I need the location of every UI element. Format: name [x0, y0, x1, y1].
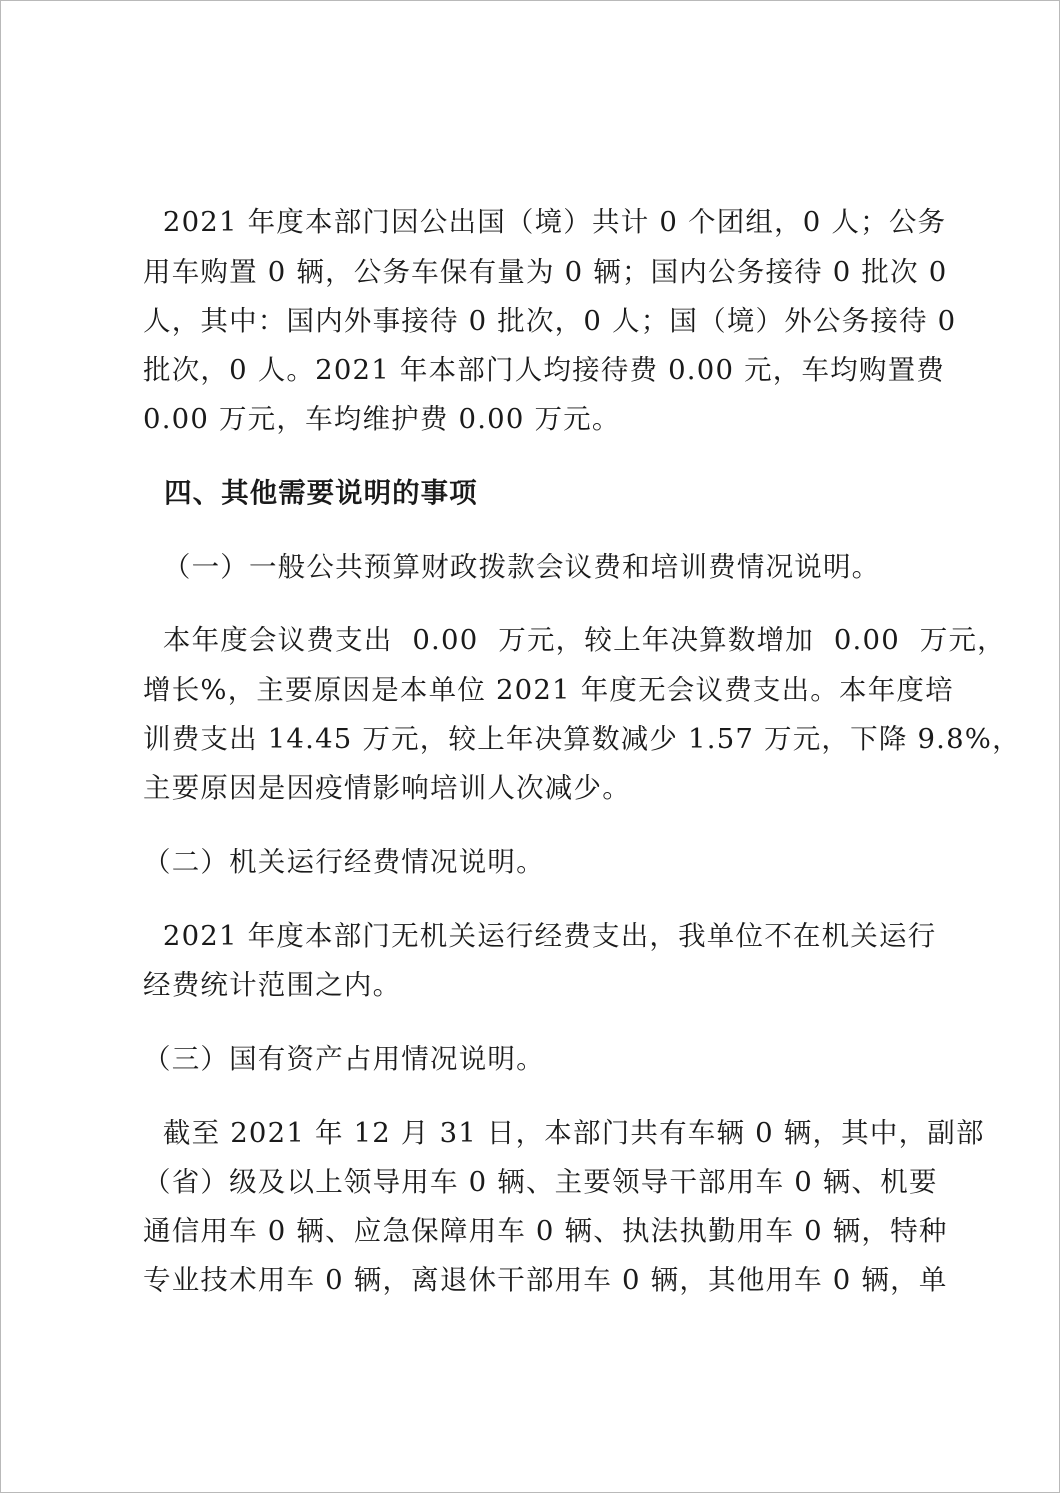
paragraph-line: 训费支出 14.45 万元，较上年决算数减少 1.57 万元，下降 9.8%，	[143, 723, 1021, 755]
paragraph-line: 经费统计范围之内。	[143, 969, 402, 1001]
paragraph-line: 人，其中：国内外事接待 0 批次，0 人；国（境）外公务接待 0	[143, 305, 957, 337]
paragraph-line: 本年度会议费支出 0.00 万元，较上年决算数增加 0.00 万元，	[143, 624, 1006, 656]
subsection-heading: （二）机关运行经费情况说明。	[143, 846, 545, 878]
paragraph-line: 增长%，主要原因是本单位 2021 年度无会议费支出。本年度培	[143, 674, 954, 706]
subsection-heading: （三）国有资产占用情况说明。	[143, 1043, 545, 1075]
paragraph-line: 截至 2021 年 12 月 31 日，本部门共有车辆 0 辆，其中，副部	[143, 1117, 985, 1149]
paragraph-line: 通信用车 0 辆、应急保障用车 0 辆、执法执勤用车 0 辆，特种	[143, 1215, 948, 1247]
paragraph-line: 用车购置 0 辆，公务车保有量为 0 辆；国内公务接待 0 批次 0	[143, 256, 948, 288]
section-heading: 四、其他需要说明的事项	[143, 477, 478, 509]
paragraph-line: 2021 年度本部门无机关运行经费支出，我单位不在机关运行	[143, 920, 937, 952]
paragraph-line: 批次，0 人。2021 年本部门人均接待费 0.00 元，车均购置费	[143, 354, 945, 386]
paragraph-line: 2021 年度本部门因公出国（境）共计 0 个团组，0 人；公务	[143, 206, 947, 238]
paragraph-line: 主要原因是因疫情影响培训人次减少。	[143, 772, 631, 804]
paragraph-line: 0.00 万元，车均维护费 0.00 万元。	[143, 403, 621, 435]
paragraph-line: （省）级及以上领导用车 0 辆、主要领导干部用车 0 辆、机要	[143, 1166, 938, 1198]
paragraph-line: 专业技术用车 0 辆，离退休干部用车 0 辆，其他用车 0 辆，单	[143, 1264, 948, 1296]
subsection-heading: （一）一般公共预算财政拨款会议费和培训费情况说明。	[143, 551, 881, 583]
